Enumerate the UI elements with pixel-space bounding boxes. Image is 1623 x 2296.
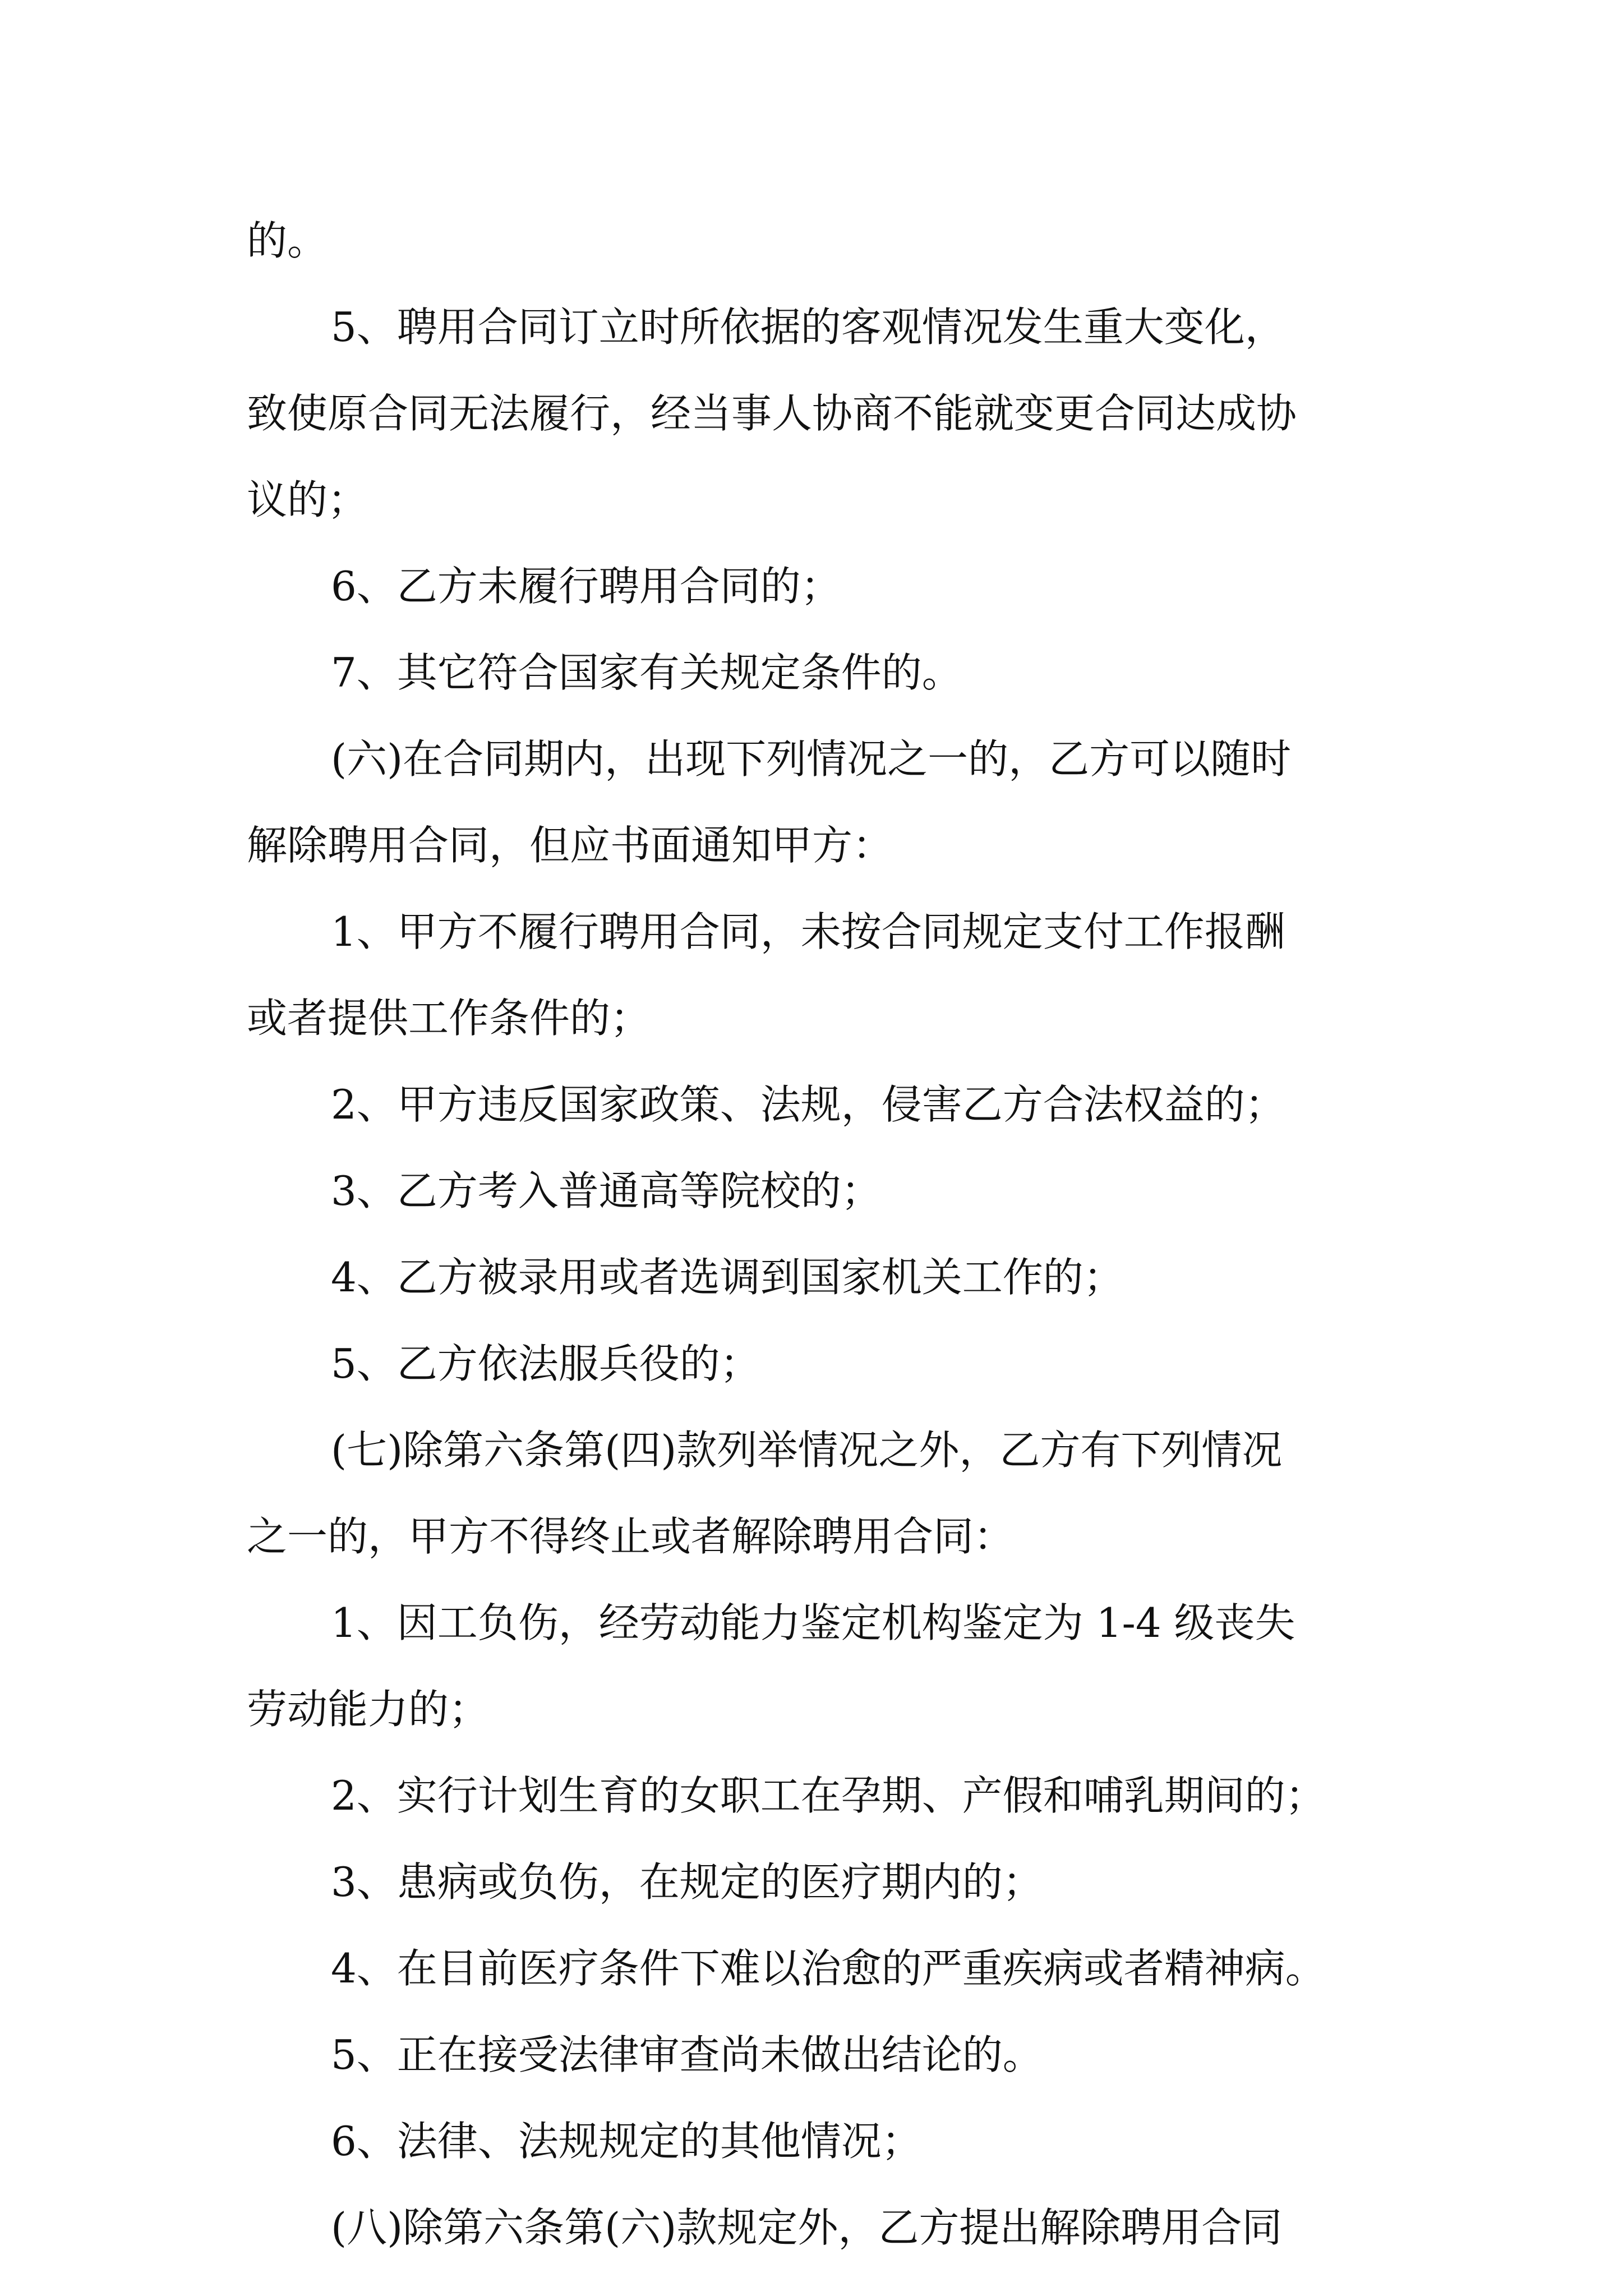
text-line: 4、乙方被录用或者选调到国家机关工作的； (331, 1254, 1124, 1301)
text-line: 5、乙方依法服兵役的； (331, 1340, 760, 1387)
text-line: 议的； (247, 476, 368, 523)
text-line: (六)在合同期内，出现下列情况之一的，乙方可以随时 (331, 735, 1292, 783)
text-line: 之一的，甲方不得终止或者解除聘用合同： (247, 1513, 1015, 1560)
text-line: 7、其它符合国家有关规定条件的。 (331, 649, 962, 696)
text-line: 的。 (247, 217, 328, 264)
contract-text (247, 197, 1380, 2271)
text-line: (七)除第六条第(四)款列举情况之外，乙方有下列情况 (331, 1427, 1283, 1474)
text-line: 劳动能力的； (247, 1686, 490, 1733)
text-line: 2、实行计划生育的女职工在孕期、产假和哺乳期间的； (331, 1772, 1326, 1819)
text-line: 5、正在接受法律审查尚未做出结论的。 (331, 2031, 1043, 2078)
text-line: 1、甲方不履行聘用合同，未按合同规定支付工作报酬 (331, 908, 1285, 955)
text-line: 2、甲方违反国家政策、法规，侵害乙方合法权益的； (331, 1081, 1285, 1128)
text-line: (八)除第六条第(六)款规定外，乙方提出解除聘用合同 (331, 2204, 1283, 2251)
text-line: 6、法律、法规规定的其他情况； (331, 2118, 922, 2165)
text-line: 致使原合同无法履行，经当事人协商不能就变更合同达成协 (247, 390, 1297, 437)
text-line: 3、乙方考入普通高等院校的； (331, 1167, 882, 1214)
text-line: 或者提供工作条件的； (247, 995, 651, 1042)
text-line: 6、乙方未履行聘用合同的； (331, 563, 841, 610)
text-line: 5、聘用合同订立时所依据的客观情况发生重大变化， (331, 303, 1285, 351)
text-line: 3、患病或负伤，在规定的医疗期内的； (331, 1858, 1043, 1906)
text-line: 4、在目前医疗条件下难以治愈的严重疾病或者精神病。 (331, 1945, 1326, 1992)
text-line: 1、因工负伤，经劳动能力鉴定机构鉴定为 1-4 级丧失 (331, 1599, 1295, 1646)
text-line: 解除聘用合同，但应书面通知甲方： (247, 822, 893, 869)
